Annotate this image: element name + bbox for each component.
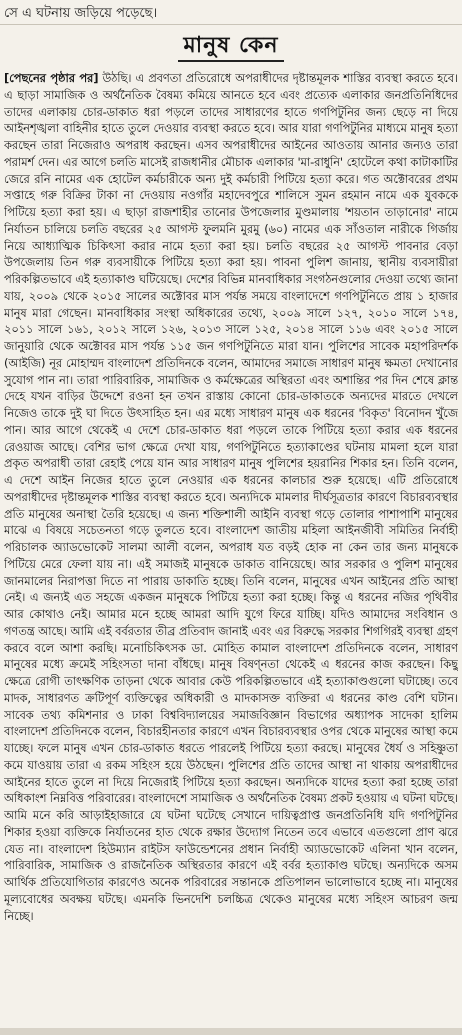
previous-article-fragment [0, 0, 462, 25]
article-body-text: উঠছি। এ প্রবণতা প্রতিরোধে অপরাধীদের দৃষ্টান্তমূলক শাস্তির ব্যবস্থা করতে হবে। এ ছাড়া সামাজিক ও অর্থনৈতিক বৈষম্য কমিয়ে আনতে হবে এবং প্রত্যেক এলাকার জনপ্রতিনিধিদের তাদের এলাকায় চোর-ডাকাত ধরা পড়লে তাদের সাধারণের হাতে গণপিটুনির জন্য ছেড়ে না দিয়ে আইনশৃঙ্খলা বাহিনীর হাতে তুলে দেওয়ার ব্যবস্থা করতে হবে। আর যারা গণপিটুনির মাধ্যমে মানুষ হত্যা করছেন তারা নিজেরাও অপরাধ করছেন। এসব অপরাধীদের আইনের আওতায় আনার জন্যও তারা পরামর্শ দেন। এর আগে চলতি মাসেই রাজধানীর মৌচাক এলাকার 'মা-রাধুনি' হোটেলে কথা কাটাকাটির জেরে রনি নামের এক হোটেল কর্মচারীকে অন্য দুই কর্মচারী পিটিয়ে হত্যা করে। গত অক্টোবরের প্রথম সপ্তাহে গরু বিক্রির টাকা না দেওয়ায় নওগাঁর মহাদেবপুরে শালিসে সুমন রহমান নামে এক যুবককে পিটিয়ে হত্যা করা হয়। এ ছাড়া রাজশাহীর তানোর উপজেলার মুণ্ডমালায় 'শয়তান তাড়ানোর' নামে নির্যাতন চালিয়ে চলতি বছরের ২৫ আগস্ট ফুলমনি মুরমু (৬০) নামের এক সাঁওতাল নারীকে গির্জায় নিয়ে আধ্যাত্মিক চিকিৎসা করার নামে হত্যা করা হয়। চলতি বছরের ২৫ আগস্ট পাবনার বেড়া উপজেলায় তিন গরু ব্যবসায়ীকে পিটিয়ে হত্যা করা হয়। পাবনা পুলিশ জানায়, স্থানীয় ব্যবসায়ীরা পরিকল্পিতভাবে এই হত্যাকাণ্ড ঘটিয়েছে। দেশের বিভিন্ন মানবাধিকার সংগঠনগুলোর দেওয়া তথ্যে জানা যায়, ২০০৯ থেকে ২০১৫ সালের অক্টোবর মাস পর্যন্ত সময়ে বাংলাদেশে গণপিটুনিতে প্রায় ১ হাজার মানুষ মারা গেছেন। মানবাধিকার সংস্থা অধিকারের তথ্যে, ২০০৯ সালে ১২৭, ২০১০ সালে ১৭৪, ২০১১ সালে ১৬১, ২০১২ সালে ১২৬, ২০১৩ সালে ১২৫, ২০১৪ সালে ১১৬ এবং ২০১৫ সালে জানুয়ারি থেকে অক্টোবর মাস পর্যন্ত ১১৫ জন গণপিটুনিতে মারা যান। পুলিশের সাবেক মহাপরিদর্শক (আইজি) নূর মোহাম্মদ বাংলাদেশ প্রতিদিনকে বলেন, আমাদের সমাজে সাধারণ মানুষ ক্ষমতা দেখানোর সুযোগ পান না। তারা পারিবারিক, সামাজিক ও কর্মক্ষেত্রের অস্থিরতা এবং অশান্তির পর দিন শেষে ক্লান্ত দেহে যখন বাড়ির উদ্দেশে রওনা হন তখন রাস্তায় কোনো চোর-ডাকাতকে অন্যদের মারতে দেখলে নিজেও তাকে দুই ঘা দিতে উৎসাহিত হন। এর মধ্যে সাধারণ মানুষ এক ধরনের 'বিকৃত' বিনোদন খুঁজে পান। আর আগে থেকেই এ দেশে চোর-ডাকাত ধরা পড়লে তাকে পিটিয়ে হত্যা করার এক ধরনের রেওয়াজ আছে। বেশির ভাগ ক্ষেত্রে দেখা যায়, গণপিটুনিতে হত্যাকাণ্ডের ঘটনায় মামলা হলে যারা প্রকৃত অপরাধী তারা রেহাই পেয়ে যান আর সাধারণ মানুষ পুলিশের হয়রানির শিকার হন। তিনি বলেন, এ দেশে আইন নিজের হাতে তুলে নেওয়ার এক ধরনের কালচার শুরু হয়েছে। এটি প্রতিরোধে অপরাধীদের দৃষ্টান্তমূলক শাস্তির ব্যবস্থা করতে হবে। অন্যদিকে মামলার দীর্ঘসূত্রতার কারণে বিচারব্যবস্থার প্রতি মানুষের অনাস্থা তৈরি হয়েছে। এ জন্য শক্তিশালী আইনি ব্যবস্থা গড়ে তোলার পাশাপাশি মানুষের মাঝে এ বিষয়ে সচেতনতা গড়ে তুলতে হবে। বাংলাদেশ জাতীয় মহিলা আইনজীবী সমিতির নির্বাহী পরিচালক অ্যাডভোকেট সালমা আলী বলেন, অপরাধ যত বড়ই হোক না কেন তার জন্য মানুষকে পিটিয়ে মেরে ফেলা যায় না। এই সমাজই মানুষকে ডাকাত বানিয়েছে। আর সরকার ও পুলিশ মানুষের জানমালের নিরাপত্তা দিতে না পারায় ডাকাতি হচ্ছে। তিনি বলেন, মানুষের এখন আইনের প্রতি আস্থা নেই। এ জন্যই এত সহজে একজন মানুষকে পিটিয়ে হত্যা করা হচ্ছে। কিন্তু এ ধরনের নজির পৃথিবীর আর কোথাও নেই। আমার মনে হচ্ছে আমরা আদি যুগে ফিরে যাচ্ছি। যদিও আমাদের সংবিধান ও গণতন্ত্র আছে। আমি এই বর্বরতার তীব্র প্রতিবাদ জানাই এবং এর বিরুদ্ধে সরকার শিগগিরই ব্যবস্থা গ্রহণ করবে বলে আশা করছি। মনোচিকিৎসক ডা. মোহিত কামাল বাংলাদেশ প্রতিদিনকে বলেন, সাধারণ মানুষের মধ্যে ক্রমেই সহিংসতা দানা বাঁধছে। মানুষ বিষণ্নতা থেকেই এ ধরনের কাজ করছেন। কিছু ক্ষেত্রে রোগী তাৎক্ষণিক তাড়না থেকে আবার কেউ পরিকল্পিতভাবে এই হত্যাকাণ্ডগুলো ঘটাচ্ছে। তবে মাদক, সাধারণত ক্রটিপূর্ণ ব্যক্তিত্বের অধিকারী ও মাদকাসক্ত ব্যক্তিরা এ ধরনের কাণ্ড বেশি ঘটান। সাবেক তথ্য কমিশনার ও ঢাকা বিশ্ববিদ্যালয়ের সমাজবিজ্ঞান বিভাগের অধ্যাপক সাদেকা হালিম বাংলাদেশ প্রতিদিনকে বলেন, বিচারহীনতার কারণে এখন বিচারব্যবস্থার ওপর থেকে মানুষের আস্থা কমে যাচ্ছে। ফলে মানুষ এখন চোর-ডাকাত ধরতে পারলেই পিটিয়ে হত্যা করছে। মানুষের ধৈর্য ও সহিষ্ণুতা কমে যাওয়ায় তারা এ রকম সহিংস হয়ে উঠছেন। পুলিশের প্রতি তাদের আস্থা না থাকায় অপরাধীদের আইনের হাতে তুলে না দিয়ে নিজেরাই পিটিয়ে হত্যা করছেন। অন্যদিকে যাদের হত্যা করা হচ্ছে তারা অধিকাংশ নিম্নবিত্ত পরিবারের। বাংলাদেশে সামাজিক ও অর্থনৈতিক বৈষম্য প্রকট হওয়ায় এ ঘটনা ঘটছে। আমি মনে করি আড়াইহাজারে যে ঘটনা ঘটেছে সেখানে দায়িত্বপ্রাপ্ত জনপ্রতিনিধি যদি গণপিটুনির শিকার হওয়া ব্যক্তিকে নির্যাতনের হাত থেকে রক্ষার উদ্যোগ নিতেন তবে এভাবে এতগুলো প্রাণ ঝরে যেত না। বাংলাদেশ হিউম্যান রাইটস ফাউন্ডেশনের প্রধান নির্বাহী অ্যাডভোকেট এলিনা খান বলেন, পারিবারিক, সামাজিক ও রাজনৈতিক অস্থিরতার কারণে এই বর্বর হত্যাকাণ্ড ঘটছে। অন্যদিকে অসম আর্থিক প্রতিযোগিতার কারণেও অনেক পরিবারের সন্তানকে প্রতিপালন ভালোভাবে হচ্ছে না। মানুষের মূল্যবোধের অবক্ষয় ঘটছে। এমনকি ভিনদেশি চলচ্চিত্র থেকেও মানুষের মধ্যে সহিংস আচরণ জন্ম নিচ্ছে। [4, 71, 458, 923]
page-edge [0, 1028, 462, 1035]
continuation-kicker: [পেছনের পৃষ্ঠার পর] [4, 71, 99, 85]
previous-article-last-line: সে এ ঘটনায় জড়িয়ে পড়েছে। [4, 6, 158, 21]
article-body [4, 70, 458, 1025]
headline-container [0, 30, 462, 64]
article-headline: মানুষ কেন [178, 30, 285, 62]
